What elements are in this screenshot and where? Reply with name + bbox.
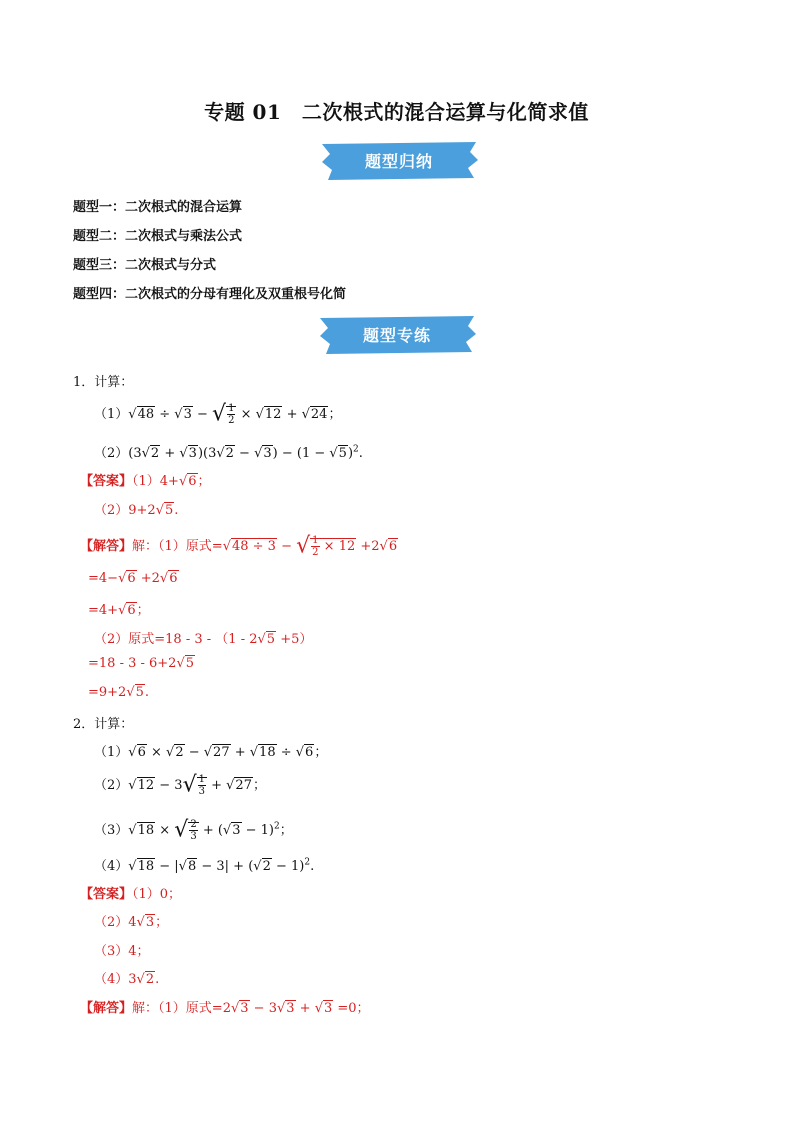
q1-answer-line2: （2）9+2√5. [94,503,179,518]
q2-part-4-prefix: （4） [94,859,129,874]
q2-answer-line3: （3）4； [94,944,150,959]
q1-solution-intro: 解：（1）原式= [132,539,223,554]
banner-practice-label: 题型专练 [362,326,431,345]
q1-solution-step-6: =9+2 [88,685,127,700]
q1-solution-step-2: =4− [88,571,119,586]
q1-solution-step-5: =18 - 3 - 6+2 [88,656,177,671]
q1-part-2-prefix: （2） [94,446,129,461]
q2-answer-line1 [80,883,181,902]
type-item-2: 题型二：二次根式与乘法公式 [73,229,243,244]
q1-solution-line1: 【解答】解：（1）原式=√48 ÷ 3 − √ $\frac{1}{2}$ × 12 +2√6 [80,533,398,559]
q1-answer-line1: 【答案】（1）4+√6； [80,474,211,489]
q1-solution-line6: =9+2√5. [88,685,150,700]
banner-summary [318,140,480,182]
q1-solution-step-4: （2）原式=18 - 3 - （1 - 2 [94,632,258,647]
q2-answer-line4: （4）3√2. [94,972,160,987]
q1-answer-tag: 【答案】 [80,474,133,489]
q2-solution-tag: 【解答】 [80,1001,133,1016]
q2-answer-2: （2）4 [94,915,137,930]
q1-part-2: $(2)(3√2 + √3)(3√2 - √3) - (1 - √5)^2$. [94,444,363,461]
question-2-label: 2．计算： [73,717,134,732]
q1-solution-line4: （2）原式=18 - 3 - （1 - 2√5 +5） [94,632,313,647]
q2-part-1-prefix: （1） [94,745,129,760]
q2-part-3-prefix: （3） [94,823,129,838]
q1-solution-tag: 【解答】 [80,539,133,554]
q2-part-4: $(4)√18 - |√8 - 3| + (√2 - 1)^2$. [94,857,315,874]
page-title: 专题 01 二次根式的混合运算与化简求值 [204,100,589,124]
q2-answer-line2: （2）4√3； [94,915,169,930]
q1-answer-1: （1）4+ [132,474,179,489]
q2-answer-4: （4）3 [94,972,137,987]
type-item-4: 题型四：二次根式的分母有理化及双重根号化简 [73,287,347,302]
question-1-label: 1．计算： [73,375,134,390]
q2-part-3: （3）√18 × √ $\frac{2}{3}$ + $(√3 - 1)^2$； [94,817,293,843]
q1-solution-line5: =18 - 3 - 6+2√5 [88,656,195,671]
banner-practice [316,314,478,356]
q2-answer-tag: 【答案】 [80,887,133,902]
banner-summary-label: 题型归纳 [364,152,433,171]
q1-solution-line3: =4+√6； [88,603,150,618]
q2-solution-intro: 解：（1）原式= [132,1001,223,1016]
q1-solution-step-3: =4+ [88,603,119,618]
q2-part-2-prefix: （2） [94,778,129,793]
q1-part-1: （1）√48 ÷ √3 − √ $\frac{1}{2}$ × √12 + √24； [94,401,342,427]
q1-answer-2: （2）9+2 [94,503,156,518]
type-item-3: 题型三：二次根式与分式 [73,258,217,273]
q1-part-1-prefix: （1） [94,407,129,422]
type-item-1: 题型一：二次根式的混合运算 [73,200,243,215]
q2-part-2: （2）√12 − 3√ $\frac{1}{3}$ + √27； [94,772,266,798]
q2-part-1: （1）√6 × √2 − √27 + √18 ÷ √6； [94,745,328,760]
q1-solution-line2: =4−√6 +2√6 [88,571,178,586]
q2-answer-1: （1）0； [132,887,182,902]
q2-solution-line1: 【解答】解：（1）原式=2√3 − 3√3 + √3 =0； [80,1001,370,1016]
